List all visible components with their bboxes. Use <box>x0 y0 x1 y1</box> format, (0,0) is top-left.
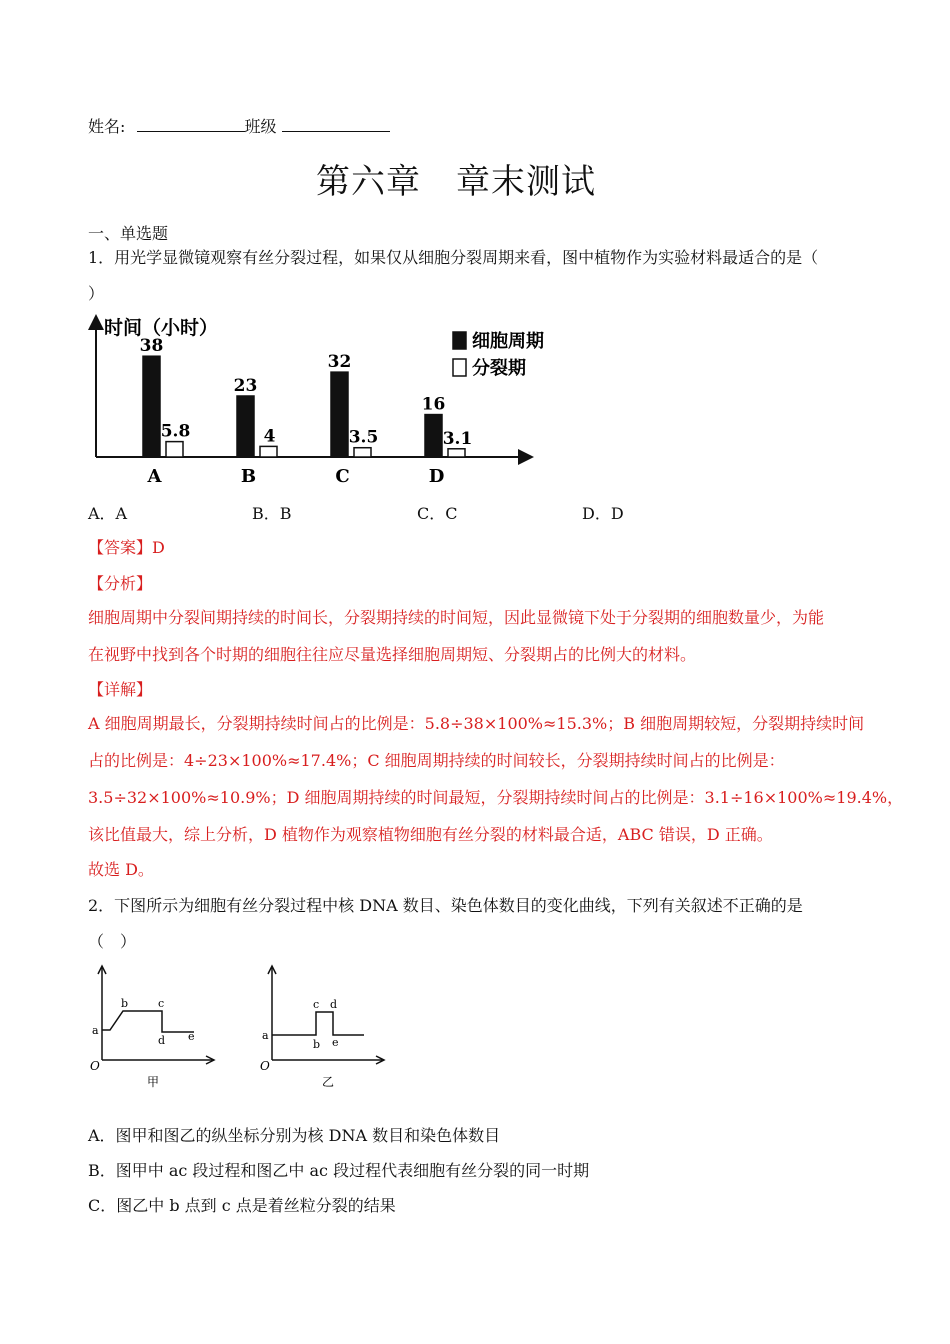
jia-point-a: a <box>92 1024 99 1037</box>
q1-bar-chart <box>88 312 558 492</box>
x-tick-label: C <box>335 466 350 487</box>
yi-point-a: a <box>262 1029 269 1042</box>
legend-swatch-division <box>453 359 466 376</box>
yi-point-e: e <box>332 1036 339 1049</box>
name-row <box>88 117 390 137</box>
q2-stem-line2: （ ） <box>88 932 137 951</box>
q1-analysis-label: 【分析】 <box>88 574 153 593</box>
class-field[interactable] <box>282 117 390 132</box>
q2-stem-line1: 2．下图所示为细胞有丝分裂过程中核 DNA 数目、染色体数目的变化曲线，下列有关叙述不正确的是 <box>88 896 803 915</box>
bar-c-cycle <box>331 372 348 457</box>
bar-value-label: 38 <box>139 336 164 357</box>
yi-point-b: b <box>313 1038 321 1051</box>
q1-detail-line2: 占的比例是：4÷23×100%≈17.4%；C 细胞周期持续的时间较长，分裂期持续时间占的比例是： <box>88 751 785 770</box>
bar-value-label: 3.1 <box>442 428 473 449</box>
jia-curve <box>102 1011 194 1032</box>
legend-swatch-cycle <box>453 332 466 349</box>
graph-jia <box>88 962 228 1092</box>
bar-value-label: 5.8 <box>160 421 191 442</box>
jia-point-d: d <box>158 1034 166 1047</box>
jia-point-e: e <box>188 1030 195 1043</box>
q1-answer: 【答案】D <box>88 538 165 557</box>
jia-origin: O <box>90 1059 100 1073</box>
legend-label-division: 分裂期 <box>472 358 526 379</box>
bar-a-cycle <box>143 356 160 457</box>
y-axis-label: 时间（小时） <box>104 317 219 339</box>
x-tick-label: A <box>147 466 162 487</box>
x-tick-label: D <box>428 466 445 487</box>
q1-stem-line1: 1．用光学显微镜观察有丝分裂过程，如果仅从细胞分裂周期来看，图中植物作为实验材料最适合的是（ <box>88 248 819 267</box>
q2-option-c[interactable]: C．图乙中 b 点到 c 点是着丝粒分裂的结果 <box>88 1196 396 1215</box>
bar-b-cycle <box>237 396 254 457</box>
q1-stem-line2: ） <box>88 284 105 303</box>
q1-option-c[interactable]: C．C <box>417 504 458 523</box>
q1-detail-line4: 该比值最大，综上分析，D 植物作为观察植物细胞有丝分裂的材料最合适，ABC 错误，D 正确。 <box>88 825 773 844</box>
name-field[interactable] <box>137 117 245 132</box>
bar-value-label: 16 <box>421 394 446 415</box>
q2-option-b[interactable]: B．图甲中 ac 段过程和图乙中 ac 段过程代表细胞有丝分裂的同一时期 <box>88 1161 590 1180</box>
bar-b-division <box>260 446 277 457</box>
graph-yi <box>258 962 398 1092</box>
bar-value-label: 23 <box>233 376 258 396</box>
yi-caption: 乙 <box>322 1075 335 1089</box>
q1-option-a[interactable]: A．A <box>88 504 128 523</box>
yi-origin: O <box>260 1059 270 1073</box>
bar-d-division <box>448 449 465 457</box>
page-title: 第六章 章末测试 <box>316 162 596 202</box>
q2-option-a[interactable]: A．图甲和图乙的纵坐标分别为核 DNA 数目和染色体数目 <box>88 1126 501 1145</box>
x-tick-label: B <box>240 466 257 487</box>
bar-value-label: 3.5 <box>348 427 379 448</box>
q1-detail-line1: A 细胞周期最长，分裂期持续时间占的比例是：5.8÷38×100%≈15.3%；B 细胞周期较短，分裂期持续时间 <box>88 714 865 733</box>
bar-value-label: 32 <box>327 352 352 373</box>
jia-point-b: b <box>121 997 129 1010</box>
q1-option-b[interactable]: B．B <box>252 504 292 523</box>
bar-a-division <box>166 442 183 457</box>
yi-point-c: c <box>313 998 320 1011</box>
name-label: 姓名: <box>88 117 126 136</box>
yi-curve <box>272 1012 364 1035</box>
q1-analysis-line1: 细胞周期中分裂间期持续的时间长，分裂期持续的时间短，因此显微镜下处于分裂期的细胞数量少，为能 <box>88 608 825 627</box>
bar-d-cycle <box>425 415 442 457</box>
bar-c-division <box>354 448 371 457</box>
q1-detail-label: 【详解】 <box>88 680 153 699</box>
section-heading: 一、单选题 <box>88 224 169 243</box>
q1-option-d[interactable]: D．D <box>582 504 624 523</box>
class-label: 班级 <box>244 117 277 136</box>
q1-detail-line3: 3.5÷32×100%≈10.9%；D 细胞周期持续的时间最短，分裂期持续时间占的比例是：3.1÷16×100%≈19.4%， <box>88 788 904 807</box>
yi-point-d: d <box>330 998 338 1011</box>
legend-label-cycle: 细胞周期 <box>472 331 544 352</box>
jia-caption: 甲 <box>147 1075 160 1089</box>
q1-analysis-line2: 在视野中找到各个时期的细胞往往应尽量选择细胞周期短、分裂期占的比例大的材料。 <box>88 645 697 664</box>
jia-point-c: c <box>158 997 165 1010</box>
q1-detail-line5: 故选 D。 <box>88 860 154 879</box>
bar-value-label: 4 <box>263 426 276 447</box>
